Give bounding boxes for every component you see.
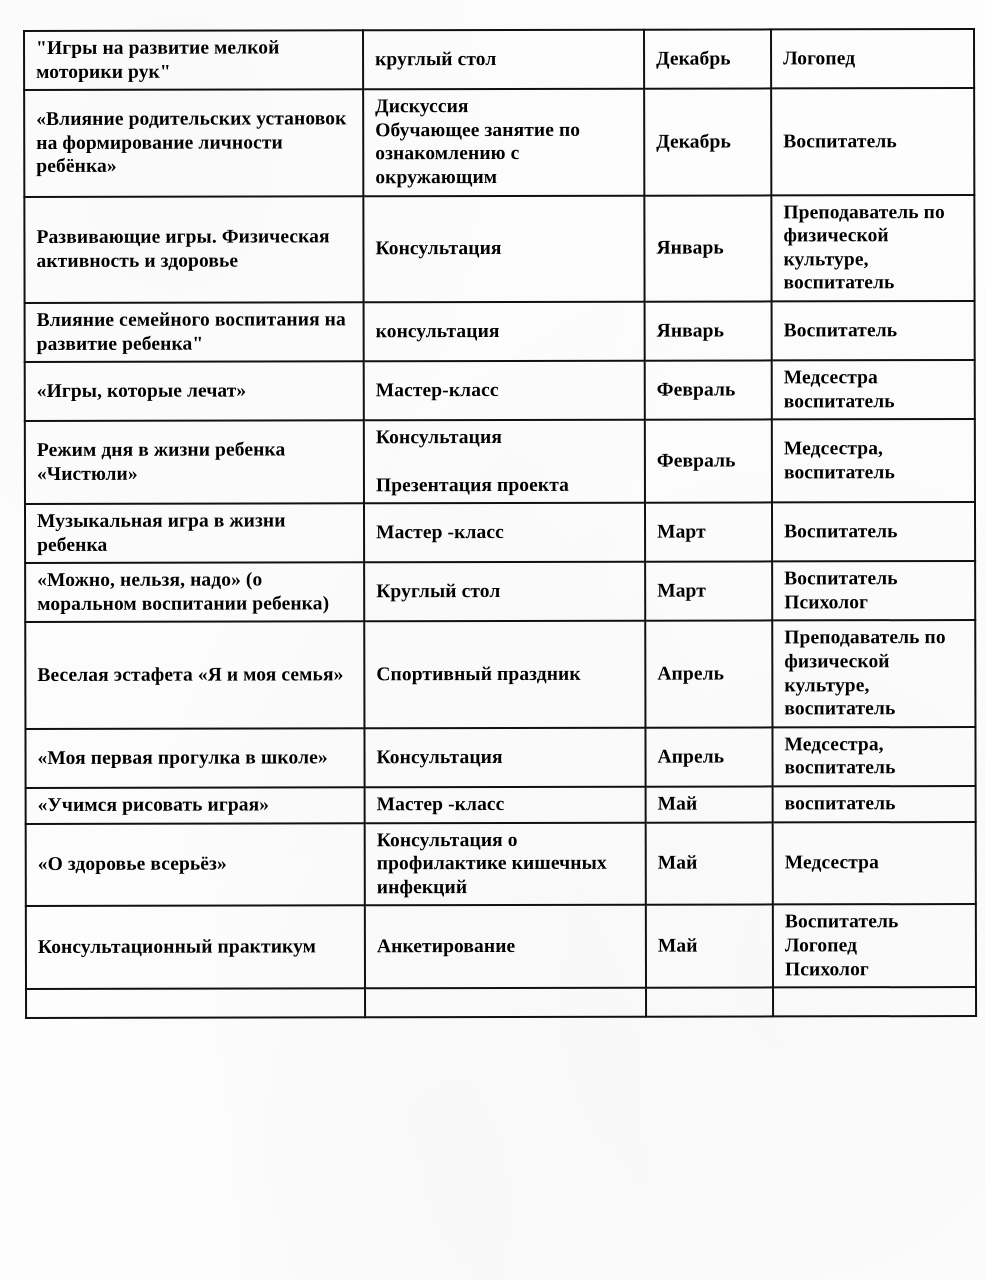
cell-form-text: Анкетирование — [376, 935, 516, 958]
cell-topic — [25, 421, 364, 504]
table-container — [23, 30, 973, 1019]
cell-month-text: Январь — [656, 237, 724, 259]
table-row — [24, 29, 974, 90]
cell-form-text: Мастер-класс — [375, 379, 499, 402]
cell-form-text: Круглый стол — [376, 581, 501, 603]
cell-month-text: Декабрь — [656, 131, 731, 153]
cell-responsible-text: Воспитатель Психолог — [784, 568, 898, 614]
table-row — [26, 904, 976, 989]
cell-topic-text: «О здоровье всерьёз» — [37, 853, 227, 876]
cell-month-text: Май — [657, 852, 698, 874]
cell-month-text: Апрель — [657, 663, 725, 685]
cell-responsible — [772, 620, 975, 727]
cell-topic — [25, 563, 364, 623]
cell-month-text: Май — [657, 793, 698, 815]
cell-form — [364, 361, 645, 421]
table-row — [24, 88, 974, 196]
cell-form-text: Мастер -класс — [376, 794, 505, 816]
cell-form — [364, 420, 645, 503]
cell-form-text: круглый стол — [375, 48, 497, 71]
cell-topic-text: Развивающие игры. Физическая активность и здоровье — [36, 226, 330, 272]
cell-form — [365, 905, 646, 988]
cell-month-text: Март — [657, 521, 706, 543]
cell-month-text: Февраль — [656, 379, 736, 401]
cell-form-text: Консультация — [376, 746, 503, 768]
cell-responsible-text: Воспитатель — [783, 319, 898, 342]
cell-topic-text: "Игры на развитие мелкой моторики рук" — [36, 37, 280, 83]
table-row — [25, 561, 975, 622]
cell-form — [363, 195, 644, 302]
cell-month — [645, 727, 772, 786]
cell-responsible — [773, 987, 976, 1016]
cell-month — [645, 621, 772, 728]
cell-form — [365, 822, 646, 905]
cell-month — [645, 562, 772, 621]
cell-month — [646, 988, 773, 1017]
cell-month — [644, 89, 771, 196]
cell-topic-text: Веселая эстафета «Я и моя семья» — [37, 664, 344, 686]
cell-responsible — [772, 301, 975, 361]
cell-form-text: Дискуссия Обучающее занятие по ознакомлению с окружающим — [375, 96, 581, 189]
cell-form — [363, 89, 644, 196]
cell-topic — [25, 728, 364, 788]
cell-topic — [26, 787, 365, 823]
cell-form — [365, 988, 646, 1018]
table-row — [26, 822, 976, 907]
cell-form — [364, 503, 645, 563]
cell-month — [645, 361, 772, 420]
cell-responsible — [773, 786, 976, 822]
cell-month-text: Декабрь — [656, 48, 731, 70]
cell-topic — [25, 302, 364, 362]
cell-form — [364, 621, 645, 728]
cell-form — [364, 562, 645, 622]
cell-form — [364, 728, 645, 788]
cell-month-text — [658, 994, 763, 1011]
table-row — [25, 620, 975, 728]
cell-form-text: Консультация о профилактике кишечных инфекций — [376, 829, 607, 899]
cell-month — [646, 822, 773, 905]
cell-month — [645, 420, 772, 503]
cell-topic — [25, 622, 364, 729]
cell-topic-text: «Влияние родительских установок на формирование личности ребёнка» — [36, 108, 347, 178]
cell-month — [645, 301, 772, 360]
cell-month — [646, 905, 773, 988]
cell-responsible — [772, 502, 975, 562]
cell-topic-text — [38, 994, 355, 1012]
cell-form-text: консультация — [375, 320, 500, 342]
cell-responsible — [771, 195, 974, 302]
table-row — [26, 786, 976, 824]
cell-topic-text: Консультационный практикум — [37, 936, 317, 958]
cell-topic-text: «Игры, которые лечат» — [36, 380, 247, 402]
cell-topic — [24, 30, 363, 90]
cell-form — [365, 787, 646, 823]
cell-topic — [25, 503, 364, 563]
cell-month — [644, 29, 771, 88]
cell-responsible — [772, 561, 975, 621]
cell-month-text: Апрель — [657, 746, 725, 768]
cell-month — [644, 195, 771, 302]
cell-responsible — [772, 419, 975, 502]
cell-responsible — [772, 727, 975, 787]
table-row — [25, 419, 975, 504]
cell-responsible-text: Медсестра, воспитатель — [783, 438, 895, 484]
cell-form-text — [377, 994, 636, 1012]
cell-form-text: Спортивный праздник — [376, 663, 581, 686]
table-row — [25, 360, 975, 421]
cell-responsible-text: Медсестра воспитатель — [783, 367, 895, 413]
cell-responsible-text: Преподаватель по физической культуре, воспитатель — [783, 201, 945, 294]
cell-month-text: Май — [657, 935, 698, 957]
cell-topic — [25, 361, 364, 421]
table-row — [24, 195, 974, 303]
cell-responsible-text: Воспитатель — [783, 130, 897, 152]
table-row — [25, 727, 975, 788]
cell-responsible-text: Воспитатель — [784, 521, 898, 543]
cell-month-text: Февраль — [656, 450, 736, 472]
cell-responsible — [772, 360, 975, 420]
cell-month — [646, 786, 773, 822]
cell-responsible — [771, 29, 974, 89]
table-row — [26, 987, 976, 1018]
cell-form-text: Консультация — [375, 237, 502, 260]
cell-responsible — [773, 822, 976, 905]
cell-month — [645, 503, 772, 562]
cell-form — [363, 30, 644, 90]
cell-month-text: Январь — [656, 320, 725, 342]
cell-topic-text: «Учимся рисовать играя» — [37, 794, 270, 817]
cell-form — [364, 302, 645, 362]
cell-topic-text: Режим дня в жизни ребенка «Чистюли» — [36, 439, 286, 485]
table-row — [25, 301, 975, 362]
cell-topic — [26, 906, 365, 989]
cell-topic — [26, 988, 365, 1018]
cell-month-text: Март — [657, 580, 706, 602]
cell-responsible-text: Преподаватель по физической культуре, воспитатель — [784, 627, 946, 720]
cell-topic — [24, 89, 363, 196]
cell-form-text: Консультация Презентация проекта — [375, 427, 570, 496]
cell-responsible — [771, 88, 974, 195]
cell-topic — [24, 196, 363, 303]
cell-topic-text: Влияние семейного воспитания на развитие ребенка" — [36, 309, 346, 355]
cell-topic — [26, 823, 365, 906]
table-body — [24, 29, 976, 1018]
cell-responsible-text: воспитатель — [784, 793, 896, 815]
cell-responsible-text — [785, 993, 966, 1010]
cell-form-text: Мастер -класс — [376, 521, 504, 544]
cell-responsible-text: Воспитатель Логопед Психолог — [784, 911, 899, 980]
table-row — [25, 502, 975, 563]
cell-topic-text: «Можно, нельзя, надо» (о моральном воспитании ребенка) — [37, 569, 330, 615]
cell-responsible — [773, 904, 976, 987]
cell-topic-text: Музыкальная игра в жизни ребенка — [37, 510, 286, 556]
cell-responsible-text: Медсестра, воспитатель — [784, 734, 896, 779]
events-schedule-table — [23, 28, 977, 1019]
cell-responsible-text: Логопед — [783, 48, 856, 70]
cell-responsible-text: Медсестра — [784, 852, 879, 874]
cell-topic-text: «Моя первая прогулка в школе» — [37, 747, 328, 769]
